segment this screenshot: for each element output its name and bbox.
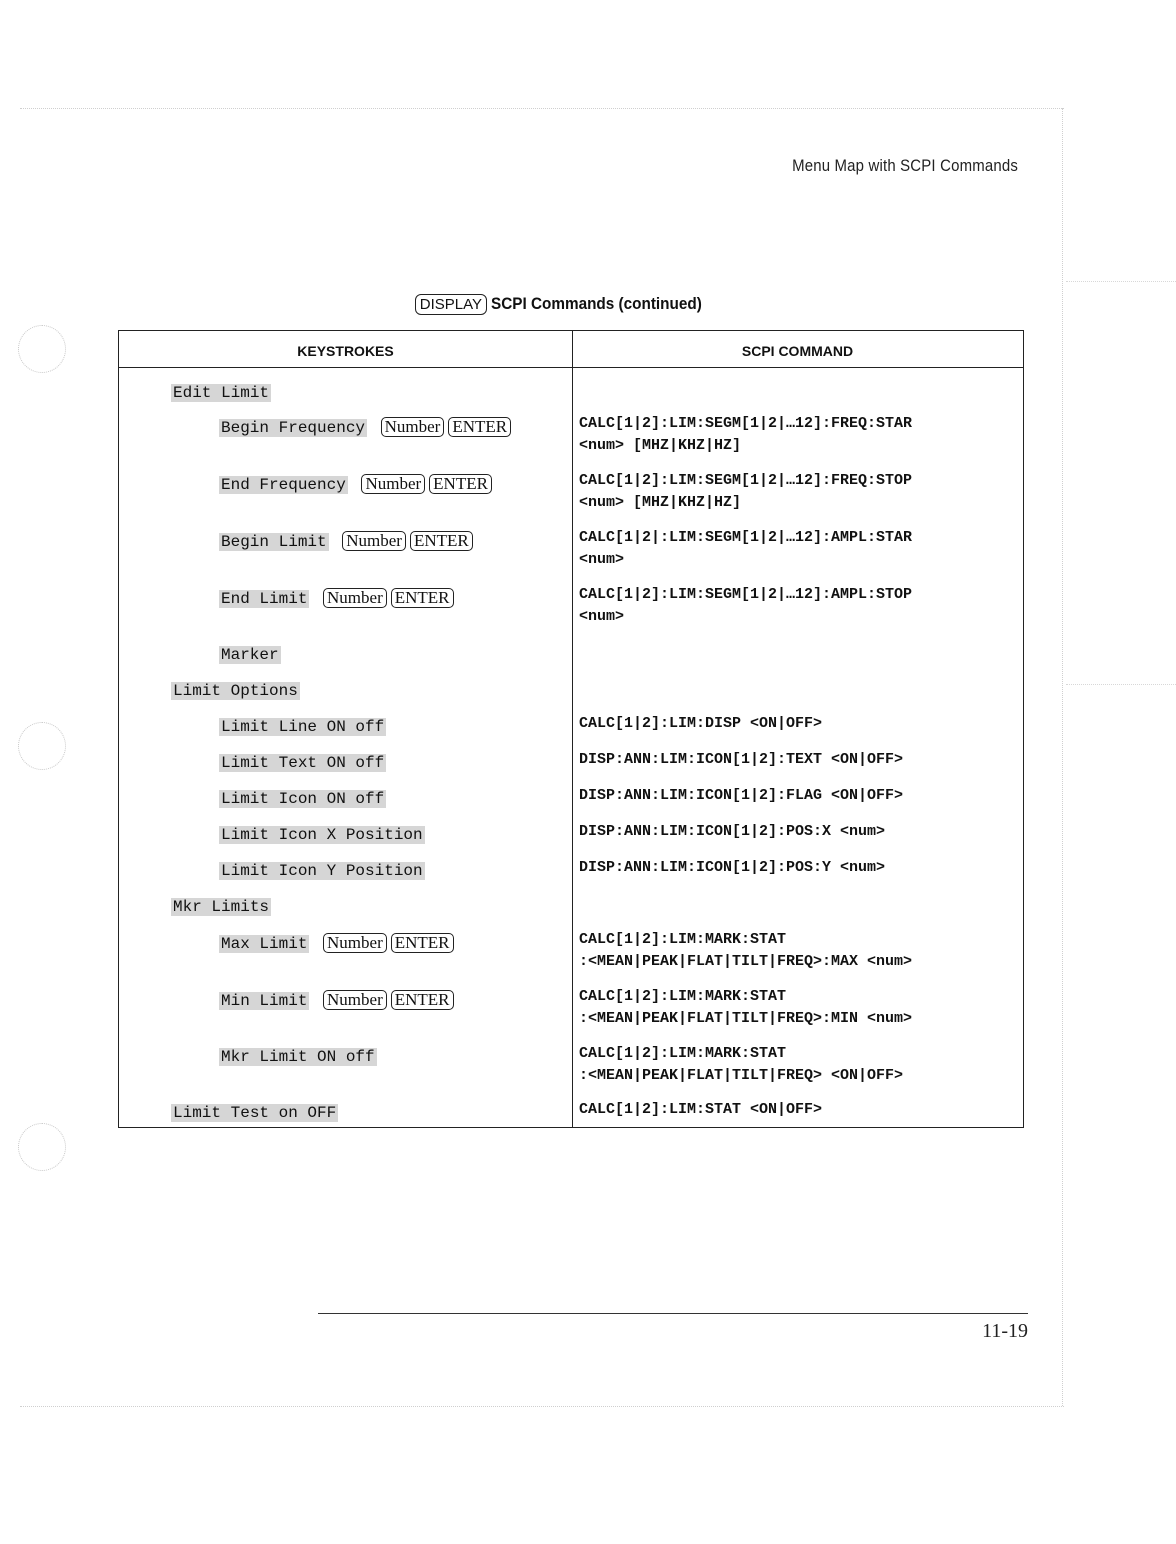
keystroke-row [219,1047,377,1067]
scpi-line: CALC[1|2]:LIM:MARK:STAT [579,931,787,948]
page-trim-tick [1066,281,1176,282]
table-caption [0,294,1140,315]
column-divider [572,331,573,1127]
keystroke-row [219,474,492,495]
keystroke-row [219,789,386,809]
keystroke-row [219,990,454,1011]
keystroke-row [219,825,425,845]
scpi-line: :<MEAN|PEAK|FLAT|TILT|FREQ> <ON|OFF> [579,1067,904,1084]
page-number: 11-19 [982,1320,1028,1342]
enter-hardkey: ENTER [410,531,473,551]
scpi-command [579,584,912,628]
enter-hardkey: ENTER [391,990,454,1010]
scpi-line: <num> [579,551,625,568]
keystroke-row [219,861,425,881]
softkey-label: Min Limit [221,992,308,1010]
scpi-line: CALC[1|2]:LIM:STAT <ON|OFF> [579,1101,823,1118]
scpi-command-table [118,330,1024,1128]
keystroke-row [171,897,271,917]
softkey-label: Mkr Limits [173,898,270,916]
scpi-line: CALC[1|2|:LIM:SEGM[1|2|…12]:AMPL:STAR [579,529,913,546]
scpi-command [579,1043,903,1087]
page-trim-top [20,108,1064,109]
softkey-label: Mkr Limit ON off [221,1048,375,1066]
number-hardkey: Number [361,474,425,494]
softkey-label: End Frequency [221,476,346,494]
softkey-label: Edit Limit [173,384,270,402]
softkey-label: Limit Test on OFF [173,1104,337,1122]
scpi-line: DISP:ANN:LIM:ICON[1|2]:POS:Y <num> [579,859,886,876]
page-trim-tick [1066,684,1176,685]
keystroke-row [171,1103,338,1123]
scpi-command [579,413,912,457]
keystroke-row [171,681,300,701]
scpi-line: CALC[1|2]:LIM:SEGM[1|2|…12]:FREQ:STAR [579,415,913,432]
number-hardkey: Number [323,933,387,953]
keystroke-row [219,753,386,773]
enter-hardkey: ENTER [429,474,492,494]
scpi-command [579,713,822,735]
binder-hole [18,1123,66,1171]
scpi-command [579,470,912,514]
scpi-line: :<MEAN|PEAK|FLAT|TILT|FREQ>:MAX <num> [579,953,913,970]
softkey-label: Max Limit [221,935,308,953]
footer-rule [318,1313,1028,1314]
keystrokes-header: KEYSTROKES [297,343,394,359]
softkey-label: Begin Limit [221,533,327,551]
scpi-command [579,821,885,843]
keystroke-row [219,417,511,438]
scpi-line: DISP:ANN:LIM:ICON[1|2]:FLAG <ON|OFF> [579,787,904,804]
scpi-command [579,986,912,1030]
running-head: Menu Map with SCPI Commands [792,156,1018,175]
scpi-line: CALC[1|2]:LIM:SEGM[1|2|…12]:FREQ:STOP [579,472,913,489]
display-hardkey: DISPLAY [415,294,487,315]
softkey-label: Limit Options [173,682,298,700]
softkey-label: Limit Icon ON off [221,790,385,808]
scpi-command [579,857,885,879]
scpi-line: <num> [579,608,625,625]
scpi-line: CALC[1|2]:LIM:MARK:STAT [579,988,787,1005]
number-hardkey: Number [323,990,387,1010]
scpi-line: DISP:ANN:LIM:ICON[1|2]:TEXT <ON|OFF> [579,751,904,768]
scpi-line: CALC[1|2]:LIM:MARK:STAT [579,1045,787,1062]
scpi-line: <num> [MHZ|KHZ|HZ] [579,494,742,511]
keystroke-row [219,588,454,609]
page-trim-bottom [20,1406,1064,1407]
scpi-command-header: SCPI COMMAND [741,343,854,359]
softkey-label: Begin Frequency [221,419,366,437]
scpi-line: DISP:ANN:LIM:ICON[1|2]:POS:X <num> [579,823,886,840]
keystroke-row [219,645,281,665]
scpi-command [579,785,903,807]
softkey-label: Limit Icon X Position [221,826,423,844]
header-rule [119,367,1023,368]
keystroke-row [219,933,454,954]
softkey-label: End Limit [221,590,308,608]
scpi-line: :<MEAN|PEAK|FLAT|TILT|FREQ>:MIN <num> [579,1010,913,1027]
number-hardkey: Number [323,588,387,608]
binder-hole [18,325,66,373]
binder-hole [18,722,66,770]
softkey-label: Limit Text ON off [221,754,385,772]
scpi-command [579,1099,822,1121]
keystroke-row [219,717,386,737]
scpi-command [579,527,912,571]
enter-hardkey: ENTER [391,588,454,608]
caption-title: SCPI Commands (continued) [491,294,702,313]
enter-hardkey: ENTER [448,417,511,437]
keystroke-row [171,383,271,403]
scpi-command [579,749,903,771]
scpi-line: CALC[1|2]:LIM:DISP <ON|OFF> [579,715,823,732]
softkey-label: Marker [221,646,279,664]
number-hardkey: Number [342,531,406,551]
number-hardkey: Number [381,417,445,437]
enter-hardkey: ENTER [391,933,454,953]
scpi-line: <num> [MHZ|KHZ|HZ] [579,437,742,454]
scpi-command [579,929,912,973]
softkey-label: Limit Line ON off [221,718,385,736]
softkey-label: Limit Icon Y Position [221,862,423,880]
scpi-line: CALC[1|2]:LIM:SEGM[1|2|…12]:AMPL:STOP [579,586,913,603]
keystroke-row [219,531,473,552]
